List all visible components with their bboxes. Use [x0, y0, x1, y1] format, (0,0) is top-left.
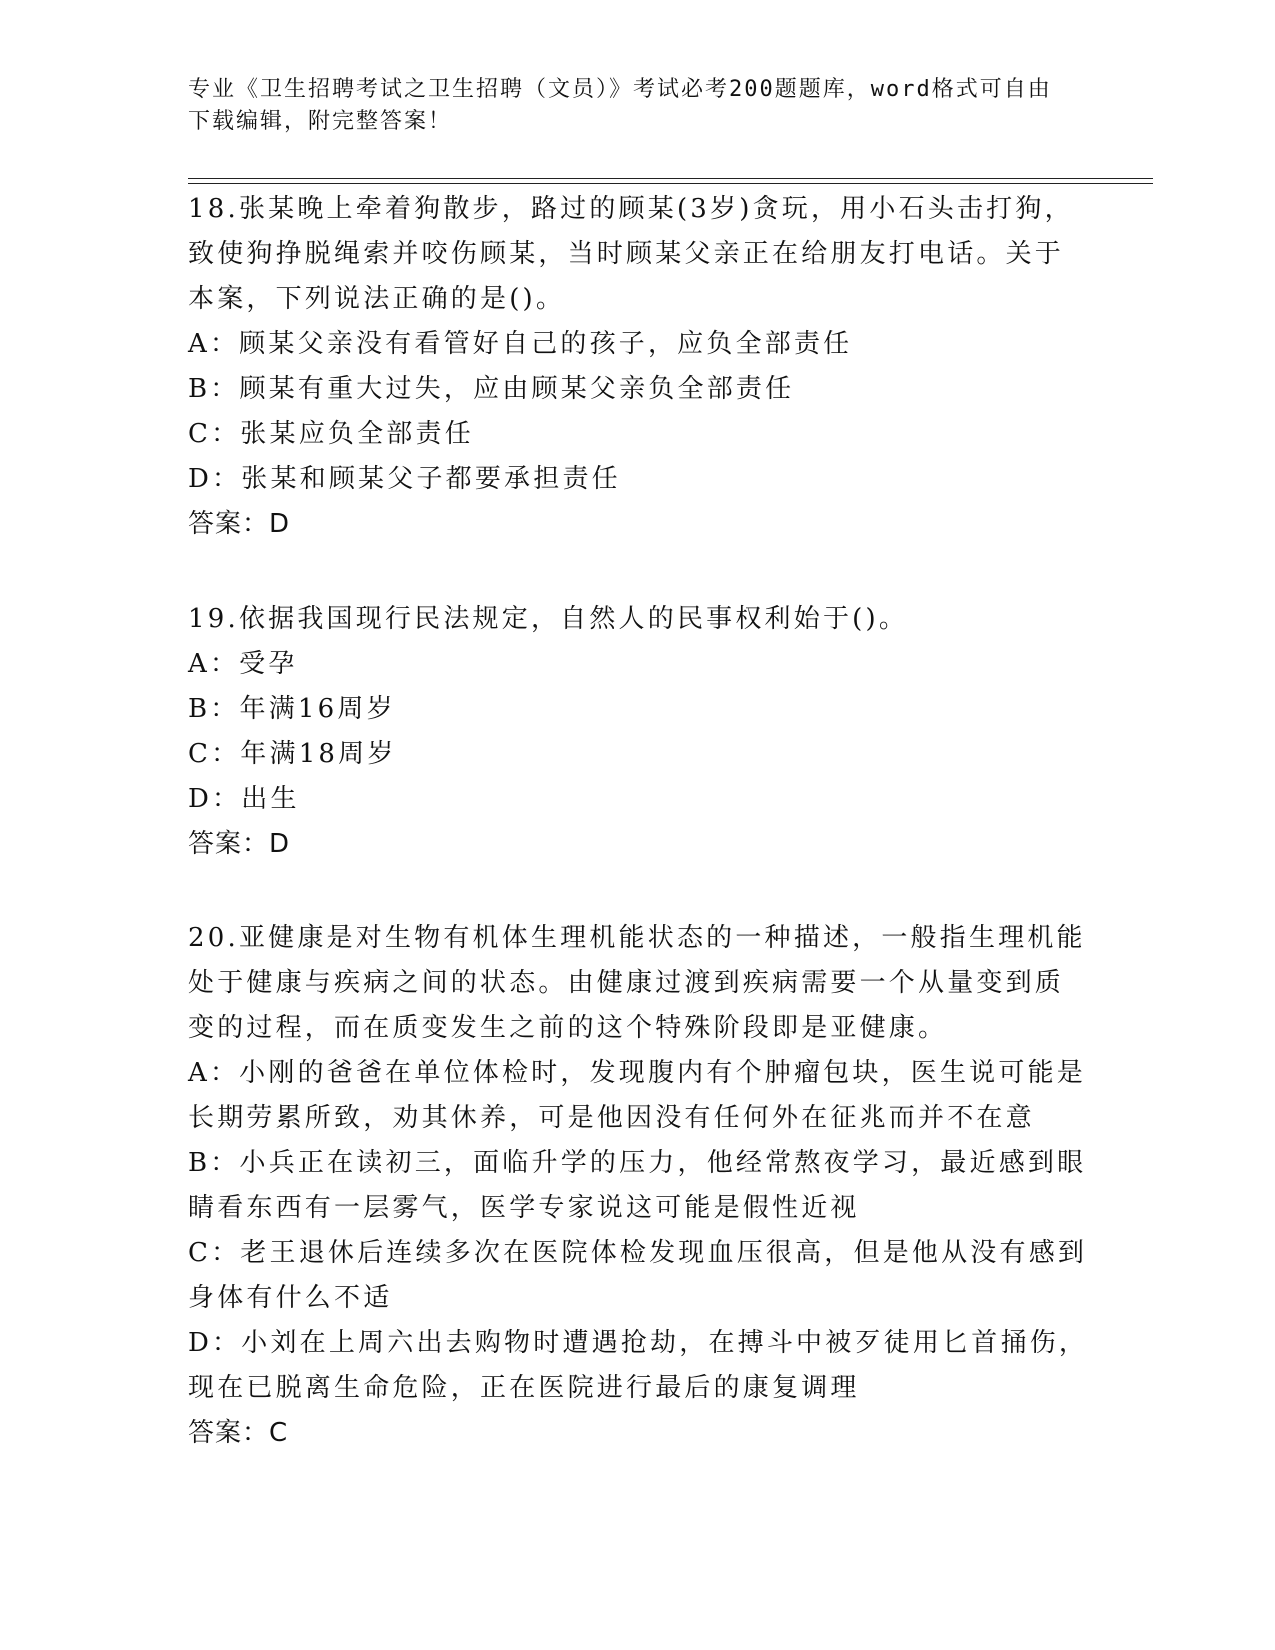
option-c — [188, 412, 1073, 457]
question-stem — [188, 916, 1086, 1051]
stem-line: 19.依据我国现行民法规定，自然人的民事权利始于()。 — [188, 604, 909, 634]
question-stem — [188, 187, 1073, 322]
option-line: A：小刚的爸爸在单位体检时，发现腹内有个肿瘤包块，医生说可能是 — [188, 1058, 1086, 1088]
option-line: C：年满18周岁 — [188, 739, 397, 769]
option-line: D：张某和顾某父子都要承担责任 — [188, 464, 621, 494]
option-line: A：顾某父亲没有看管好自己的孩子，应负全部责任 — [188, 329, 853, 359]
option-d — [188, 1321, 1089, 1411]
option-line: 现在已脱离生命危险，正在医院进行最后的康复调理 — [188, 1373, 860, 1403]
question-stem — [188, 597, 1073, 642]
stem-line: 变的过程，而在质变发生之前的这个特殊阶段即是亚健康。 — [188, 1013, 948, 1043]
option-b — [188, 687, 1073, 732]
answer-label: 答案：C — [188, 1418, 289, 1448]
question-20 — [188, 916, 1089, 1456]
stem-line: 20.亚健康是对生物有机体生理机能状态的一种描述，一般指生理机能 — [188, 923, 1086, 953]
option-b — [188, 1141, 1087, 1231]
option-line: 身体有什么不适 — [188, 1283, 393, 1313]
answer-label: 答案：D — [188, 829, 291, 859]
option-line: D：小刘在上周六出去购物时遭遇抢劫，在搏斗中被歹徒用匕首捅伤， — [188, 1328, 1089, 1358]
document-header: 专业《卫生招聘考试之卫生招聘（文员）》考试必考200题题库，word格式可自由下载编辑，附完整答案！ — [188, 77, 1052, 134]
stem-line: 处于健康与疾病之间的状态。由健康过渡到疾病需要一个从量变到质 — [188, 968, 1065, 998]
stem-line: 致使狗挣脱绳索并咬伤顾某，当时顾某父亲正在给朋友打电话。关于 — [188, 239, 1065, 269]
option-line: A：受孕 — [188, 649, 298, 679]
option-line: C：老王退休后连续多次在医院体检发现血压很高，但是他从没有感到 — [188, 1238, 1088, 1268]
option-c — [188, 732, 1073, 777]
stem-line: 18.张某晚上牵着狗散步，路过的顾某(3岁)贪玩，用小石头击打狗， — [188, 194, 1074, 224]
option-a — [188, 322, 1073, 367]
option-line: 睛看东西有一层雾气，医学专家说这可能是假性近视 — [188, 1193, 860, 1223]
option-line: B：顾某有重大过失，应由顾某父亲负全部责任 — [188, 374, 795, 404]
option-line: B：年满16周岁 — [188, 694, 396, 724]
option-b — [188, 367, 1073, 412]
option-line: 长期劳累所致，劝其休养，可是他因没有任何外在征兆而并不在意 — [188, 1103, 1035, 1133]
header-divider-bottom — [188, 183, 1153, 184]
option-d — [188, 777, 1073, 822]
question-19 — [188, 597, 1073, 867]
option-a — [188, 1051, 1086, 1141]
option-line: C：张某应负全部责任 — [188, 419, 474, 449]
option-line: D：出生 — [188, 784, 300, 814]
option-c — [188, 1231, 1088, 1321]
header-divider-top — [188, 178, 1153, 179]
option-a — [188, 642, 1073, 687]
stem-line: 本案，下列说法正确的是()。 — [188, 284, 566, 314]
question-18 — [188, 187, 1073, 547]
option-d — [188, 457, 1073, 502]
answer-label: 答案：D — [188, 509, 291, 539]
option-line: B：小兵正在读初三，面临升学的压力，他经常熬夜学习，最近感到眼 — [188, 1148, 1087, 1178]
